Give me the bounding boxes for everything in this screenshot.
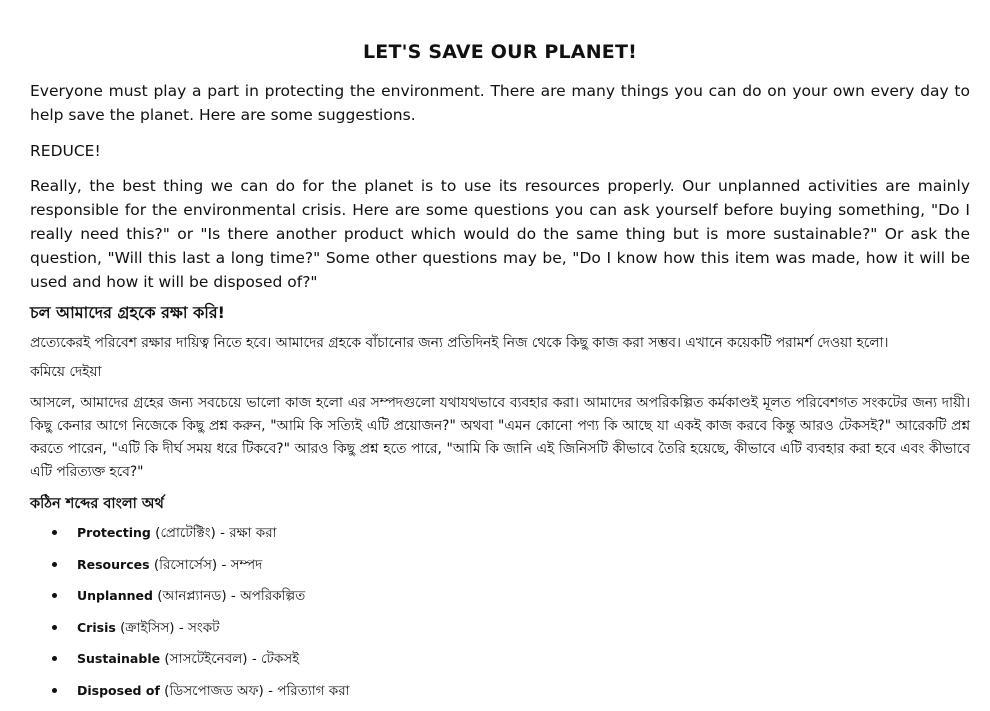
glossary-item xyxy=(52,648,970,680)
bengali-intro-paragraph: প্রত্যেকেরই পরিবেশ রক্ষার দায়িত্ব নিতে হবে। আমাদের গ্রহকে বাঁচানোর জন্য প্রতিদিনই নিজ থেকে কিছু কাজ করা সম্ভব। এখানে কয়েকটি পরামর্শ দেওয়া হলো। xyxy=(30,332,970,355)
bengali-reduce-paragraph: আসলে, আমাদের গ্রহের জন্য সবচেয়ে ভালো কাজ হলো এর সম্পদগুলো যথাযথভাবে ব্যবহার করা। আমাদের অপরিকল্পিত কর্মকাণ্ডই মূলত পরিবেশগত সংকটের জন্য দায়ী। কিছু কেনার আগে নিজেকে কিছু প্রশ্ন করুন, "আমি কি সত্যিই এটি প্রয়োজন?" অথবা "এমন কোনো পণ্য কি আছে যা একই কাজ করবে কিন্তু আরও টেকসই?" আরেকটি প্রশ্ন করতে পারেন, "এটি কি দীর্ঘ সময় ধরে টিকবে?" আরও কিছু প্রশ্ন হতে পারে, "আমি কি জানি এই জিনিসটি কীভাবে তৈরি হয়েছে, কীভাবে এটি ব্যবহার করা হবে এবং কীভাবে এটি পরিত্যক্ত হবে?" xyxy=(30,392,970,484)
bullet-icon xyxy=(52,625,57,630)
bengali-title: চল আমাদের গ্রহকে রক্ষা করি! xyxy=(30,300,970,326)
glossary-title: কঠিন শব্দের বাংলা অর্থ xyxy=(30,492,970,516)
glossary-list xyxy=(30,522,970,711)
bullet-icon xyxy=(52,688,57,693)
page-title: LET'S SAVE OUR PLANET! xyxy=(30,0,970,64)
english-reduce-heading: REDUCE! xyxy=(30,139,970,163)
glossary-term: Sustainable xyxy=(77,651,160,666)
glossary-definition: (রিসোর্সেস) - সম্পদ xyxy=(150,557,263,573)
glossary-term: Resources xyxy=(77,557,150,572)
glossary-item xyxy=(52,617,970,649)
bengali-reduce-heading: কমিয়ে দেইয়া xyxy=(30,361,970,384)
english-intro-paragraph: Everyone must play a part in protecting the environment. There are many things you can do on your own every day to help save the planet. Here are some suggestions. xyxy=(30,79,970,127)
glossary-definition: (প্রোটেক্টিং) - রক্ষা করা xyxy=(151,525,277,541)
glossary-item xyxy=(52,522,970,554)
glossary-item xyxy=(52,585,970,617)
bullet-icon xyxy=(52,656,57,661)
glossary-definition: (ক্রাইসিস) - সংকট xyxy=(116,620,220,636)
glossary-item xyxy=(52,680,970,711)
bullet-icon xyxy=(52,562,57,567)
bullet-icon xyxy=(52,530,57,535)
glossary-term: Disposed of xyxy=(77,683,160,698)
glossary-definition: (সাসটেইনেবল) - টেকসই xyxy=(160,651,299,667)
glossary-item xyxy=(52,554,970,586)
glossary-definition: (ডিসপোজড অফ) - পরিত্যাগ করা xyxy=(160,683,350,699)
glossary-term: Protecting xyxy=(77,525,151,540)
glossary-term: Unplanned xyxy=(77,588,153,603)
glossary-definition: (আনপ্ল্যানড) - অপরিকল্পিত xyxy=(153,588,305,604)
english-reduce-paragraph: Really, the best thing we can do for the planet is to use its resources properly. Our unplanned activities are mainly responsible for the environmental crisis. Here are some questions you can ask yourself before buying something, "Do I really need this?" or "Is there another product which would do the same thing but is more sustainable?" Or ask the question, "Will this last a long time?" Some other questions may be, "Do I know how this item was made, how it will be used and how it will be disposed of?" xyxy=(30,174,970,294)
bullet-icon xyxy=(52,593,57,598)
glossary-term: Crisis xyxy=(77,620,116,635)
